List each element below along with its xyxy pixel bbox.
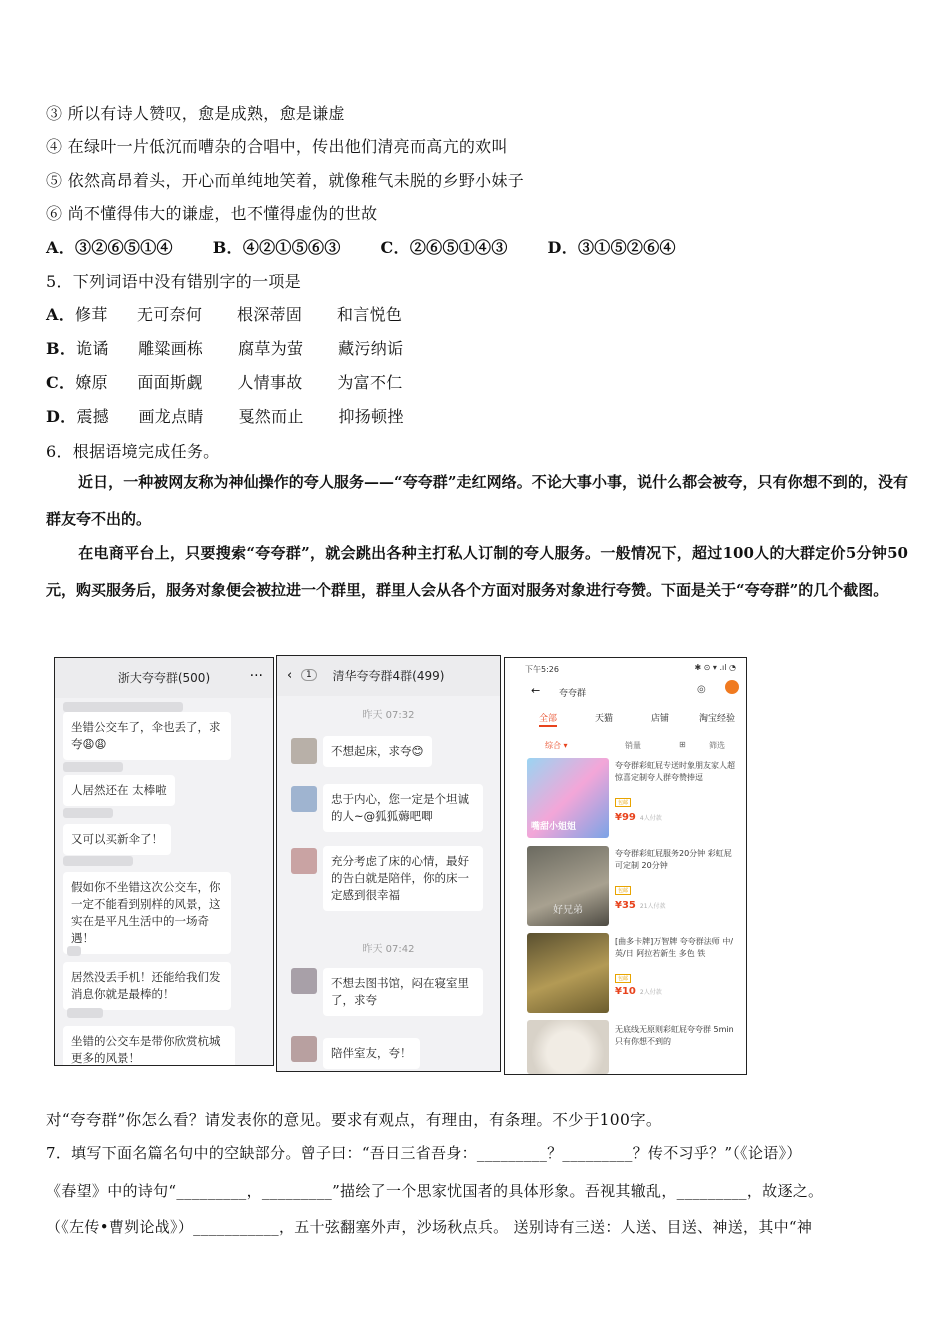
option-label: A． [46,305,76,324]
q6-task: 对“夸夸群”你怎么看？请发表你的意见。要求有观点，有理由，有条理。不少于100字。 [46,1111,662,1129]
search-query[interactable]: 夸夸群 [559,689,587,699]
avatar [291,738,317,764]
chat-message: 人居然还在 太棒啦 [63,775,175,806]
word: 无可奈何 [137,305,203,324]
q4-item-6: ⑥ 尚不懂得伟大的谦虚，也不懂得虚伪的世故 [46,204,378,223]
word: 画龙点睛 [138,407,204,426]
product-title[interactable]: 无底线无原则彩虹屁夸夸群 5min只有你想不到的 [615,1025,734,1046]
avatar [291,848,317,874]
chat-message: 不想去图书馆，闷在寝室里了，求夸 [323,968,483,1016]
unread-badge: 1 [301,669,317,681]
word: 根深蒂固 [237,305,303,324]
word: 震撼 [76,407,110,426]
product-image[interactable] [527,846,609,926]
chat-message: 忠于内心，您一定是个坦诚的人~@狐狐薅吧唧 [323,784,483,832]
sort-default[interactable]: 综合 ▾ [545,741,568,750]
product-image[interactable] [527,1020,609,1074]
blurred-name [63,762,123,772]
chat-message: 充分考虑了床的心情，最好的告白就是陪伴，你的床一定感到很幸福 [323,846,483,911]
avatar [291,968,317,994]
q4-item-4: ④ 在绿叶一片低沉而嘈杂的合唱中，传出他们清亮而高亢的欢叫 [46,137,508,156]
product-price: ¥10 2人付款 [615,986,662,997]
blurred-name [63,808,113,818]
q4-option-c[interactable]: C．②⑥⑤①④③ [380,238,508,257]
word: 嫽原 [75,373,108,392]
q5-option-c[interactable] [46,370,403,393]
q4-item-5: ⑤ 依然高昂着头，开心而单纯地笑着，就像稚气未脱的乡野小妹子 [46,171,525,190]
blurred-name [67,946,81,956]
q5-stem: 5．下列词语中没有错别字的一项是 [46,272,301,291]
q5-option-a[interactable] [46,302,402,325]
active-tab-indicator [539,725,557,727]
q5-option-b[interactable] [46,336,403,359]
word: 为富不仁 [337,373,403,392]
screenshot-shop-search [504,657,747,1075]
avatar [291,1036,317,1062]
q7-line-1: 7．填写下面名篇名句中的空缺部分。曾子曰：“吾日三省吾身：_________？_________？传不习乎？”（《论语》） [46,1144,802,1162]
q4-item-3: ③ 所以有诗人赞叹，愈是成熟，愈是谦虚 [46,104,345,123]
word: 人情事故 [237,373,303,392]
chat-time: 昨天 07:32 [362,710,415,721]
product-image[interactable] [527,933,609,1013]
chat-message: 居然没丢手机！还能给我们发消息你就是最棒的！ [63,962,231,1010]
tab-shops[interactable]: 店铺 [651,714,670,724]
word: 诡谲 [76,339,109,358]
tab-experience[interactable]: 淘宝经验 [699,714,736,724]
word: 抑扬顿挫 [338,407,404,426]
camera-icon[interactable]: ◎ [697,684,706,695]
cart-icon[interactable] [725,680,739,694]
word: 修茸 [75,305,108,324]
blurred-name [67,1008,103,1018]
word: 和言悦色 [337,305,403,324]
chat-title: 浙大夸夸群(500) [55,658,273,698]
q4-option-a[interactable]: A．③②⑥⑤①④ [46,238,173,257]
shipping-tag: 包邮 [615,886,631,895]
blurred-name [63,702,183,712]
status-time: 下午5:26 [525,665,559,674]
chat-message: 坐错的公交车是带你欣赏杭城更多的风景！ [63,1026,235,1066]
chat-message: 又可以买新伞了！ [63,824,171,855]
sort-sales[interactable]: 销量 [625,741,641,750]
screenshot-zju-group [54,657,274,1066]
q4-option-d[interactable]: D．③①⑤②⑥④ [547,238,676,257]
sort-filter[interactable]: 筛选 [709,741,725,750]
word: 腐草为萤 [238,339,304,358]
chat-title: 清华夸夸群4群(499) [277,656,500,696]
q4-option-b[interactable]: B．④②①⑤⑥③ [212,238,341,257]
q7-line-2: 《春望》中的诗句“_________，_________”描绘了一个思家忧国者的具体形象。吾视其辙乱，_________，故逐之。 [46,1182,824,1200]
q6-paragraph-2: 在电商平台上，只要搜索“夸夸群”，就会跳出各种主打私人订制的夸人服务。一般情况下，超过100人的大群定价5分钟50元，购买服务后，服务对象便会被拉进一个群里，群里人会从各个方面对服务对象进行夸赞。下面是关于“夸夸群”的几个截图。 [46,544,908,599]
q5-option-d[interactable] [46,404,404,427]
option-label: B． [46,339,77,358]
grid-view-icon[interactable]: ⊞ [679,740,686,749]
chat-message: 坐错公交车了，伞也丢了，求夸😩😩 [63,712,231,760]
q7-line-3: （《左传•曹刿论战》）___________，五十弦翻塞外声，沙场秋点兵。 送别诗有三送：人送、目送、神送，其中“神 [46,1218,813,1236]
chat-time: 昨天 07:42 [362,944,415,955]
chat-message: 不想起床，求夸😊 [323,736,432,767]
image-caption: 嘴甜小姐姐 [531,822,577,832]
chat-message: 陪伴室友，夸！ [323,1038,420,1069]
chat-message: 假如你不坐错这次公交车，你一定不能看到别样的风景，这实在是平凡生活中的一场奇遇！ [63,872,231,954]
option-label: D． [46,407,77,426]
product-image[interactable] [527,758,609,838]
product-title[interactable]: [曲多卡牌]万智牌 夸夸群法师 中/英/日 阿拉若新生 多色 铁 [615,937,734,958]
more-icon: ··· [249,668,263,684]
option-label: C． [46,373,76,392]
shipping-tag: 包邮 [615,974,631,983]
q6-paragraph-1: 近日，一种被网友称为神仙操作的夸人服务——“夸夸群”走红网络。不论大事小事，说什么都会被夸，只有你想不到的，没有群友夸不出的。 [46,473,908,528]
word: 雕粱画栋 [138,339,204,358]
product-price: ¥35 21人付款 [615,900,666,911]
blurred-name [63,856,133,866]
q6-stem: 6．根据语境完成任务。 [46,442,220,461]
image-caption: 好兄弟 [553,905,583,916]
shipping-tag: 包邮 [615,798,631,807]
avatar [291,786,317,812]
word: 藏污纳诟 [338,339,404,358]
back-icon[interactable]: ‹ [287,668,293,683]
screenshot-tsinghua-group [276,655,501,1072]
word: 面面斯觑 [137,373,203,392]
product-title[interactable]: 夸夸群彩虹屁专送时象朋友家人超惊喜定制夸人群夸赞捧逗 [615,761,735,782]
product-price: ¥99 4人付款 [615,812,662,823]
back-arrow-icon[interactable]: ← [531,684,541,697]
word: 戛然而止 [238,407,304,426]
status-icons: ✱ ⊙ ▾ .ıl ◔ [694,663,736,672]
q4-options [46,235,676,258]
tab-tmall[interactable]: 天猫 [595,714,614,724]
tab-all[interactable]: 全部 [539,714,558,724]
product-title[interactable]: 夸夸群彩虹屁服务20分钟 彩虹屁 可定制 20分钟 [615,849,732,870]
